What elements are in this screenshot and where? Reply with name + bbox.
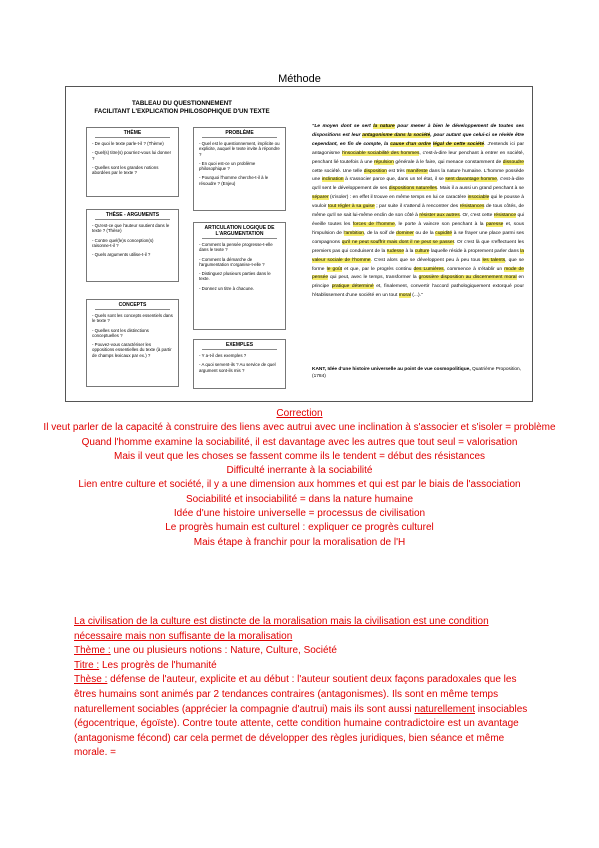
kant-source [312, 367, 524, 380]
kant-quote [312, 123, 524, 301]
quote-text: . Or, c'est cette [459, 213, 494, 219]
quote-text: , que se forme [312, 257, 524, 272]
these-underlined-word: naturellement [414, 703, 475, 715]
quote-text: , le porte à vaincre son penchant à la [394, 221, 486, 227]
correction-line: Quand l'homme examine la sociabilité, il est davantage avec les autres que tout seul = valorisation [81, 436, 518, 448]
highlighted-phrase: sent davantage homme [445, 177, 497, 183]
box-concepts-item: - Quelles sont les distinctions conceptuelles ? [92, 327, 149, 338]
kant-source-title: KANT, Idée d'une histoire universelle au point de vue cosmopolitique, [312, 367, 471, 372]
box-articulation-item: - Comment la démarche de l'argumentation s'organise-t-elle ? [199, 256, 265, 267]
highlighted-phrase: la valeur sociale de l'homme [312, 248, 525, 263]
highlighted-phrase: la nature [373, 124, 395, 129]
quote-text: à s'associer parce que, dans un tel état, il se [343, 177, 446, 183]
highlighted-phrase: le goût [326, 266, 343, 272]
theme-label: Thème : [74, 645, 111, 657]
titre-label: Titre : [74, 659, 100, 671]
analysis-titre [74, 659, 529, 674]
highlighted-phrase: culture [414, 248, 430, 254]
correction-line: Le progrès humain est culturel : expliquer ce progrès culturel [165, 522, 434, 534]
highlighted-phrase: disposition [363, 168, 387, 174]
box-articulation-item: - Comment la pensée progresse-t-elle dans le texte ? [199, 242, 273, 253]
highlighted-phrase: des Lumières [413, 266, 444, 272]
highlighted-phrase: cause d'un ordre [390, 141, 431, 147]
correction-line: Sociabilité et insociabilité = dans la nature humaine [185, 493, 414, 505]
correction-section [40, 407, 559, 550]
box-these-item: - Contre quel(le)s conception(s) raisonne-t-il ? [92, 237, 154, 248]
these-text-1: défense de l'auteur, explicite et au début : l'auteur soutient deux façons paradoxales que les êtres humains sont animés par 2 tendances contraires (antagonismes). Ils sont en même temps naturellement sociables (apprécier la compagnie d'autrui) mais ils sont aussi [74, 674, 517, 715]
box-probleme-item: - En quoi est-ce un problème philosophique ? [199, 160, 256, 172]
highlighted-phrase: tout régler à sa guise [328, 204, 375, 210]
quote-text: . Mais il a aussi un grand penchant à se [437, 186, 525, 192]
box-concepts-item: - Pouvez-vous caractériser les oppositions essentielles du texte (à partir de champs lexicaux par ex.) ? [92, 342, 172, 358]
quote-text: , de la soif de [364, 230, 397, 236]
highlighted-phrase: mode de pensée [312, 266, 524, 281]
highlighted-phrase: moral [398, 293, 411, 299]
box-articulation-item: - Distinguez plusieurs parties dans le texte. [199, 271, 271, 282]
correction-heading: Correction [276, 408, 323, 419]
highlighted-phrase: qu'il ne peut souffrir mais dont il ne peut se passer [341, 239, 454, 245]
box-exemples-item: - A quoi servent-ils ? Au service de quel argument sont-ils mis ? [199, 362, 276, 373]
box-concepts-heading: CONCEPTS [95, 302, 170, 310]
box-theme-heading: THÈME [95, 130, 170, 138]
quote-text: . Or c'est là que s'effectuent les premiers pas qui conduisent de la [312, 239, 524, 254]
quote-text: ou de la [413, 230, 436, 236]
quote-text: , commence à s'établir un [443, 266, 505, 272]
highlighted-phrase: manifeste [406, 168, 428, 174]
page-title: Méthode [278, 73, 321, 85]
analysis-theme [74, 644, 529, 659]
box-these-heading: THÈSE - ARGUMENTS [95, 212, 170, 220]
box-probleme-item: - Pourquoi l'homme cherche-t-il à le résoudre ? (Enjeu) [199, 175, 269, 186]
quote-text: . J'entends ici par antagonisme [312, 141, 525, 156]
box-these-item: - Qu'est-ce que l'auteur soutient dans le texte ? (Thèse) [92, 223, 170, 234]
quote-text: (...)." [410, 293, 423, 299]
quote-text: ; par suite il s'attend à rencontrer des [374, 204, 460, 210]
quote-text: laquelle réside à proprement parler dans [429, 248, 521, 254]
highlighted-phrase: légal de cette société [432, 141, 485, 147]
analysis-section [74, 615, 529, 761]
theme-value: une ou plusieurs notions : Nature, Culture, Société [110, 645, 337, 657]
box-concepts-item: - Quels sont les concepts essentiels dans le texte ? [92, 313, 173, 324]
highlighted-phrase: paresse [485, 221, 504, 227]
correction-line: Mais il veut que les choses se fassent comme ils le tendent = début des résistances [113, 450, 486, 462]
highlighted-phrase: dissoudre [502, 159, 524, 165]
correction-line: Lien entre culture et société, il y a une dimension aux hommes et qui est par le biais de l'association [78, 479, 521, 491]
highlighted-phrase: insociable [467, 195, 490, 201]
correction-line: Mais étape à franchir pour la moralisation de l'H [193, 536, 406, 548]
box-exemples-item: - Y a-t-il des exemples ? [199, 353, 247, 358]
highlighted-phrase: antagonisme dans la société [362, 132, 431, 138]
analysis-intro: La civilisation de la culture est distincte de la moralisation mais la civilisation est une condition nécessaire mais non suffisante de la moralisation [74, 616, 489, 642]
quote-text: , c'est-à-dire qu'il sent le développement de ses [312, 177, 524, 192]
quote-text: à la [404, 248, 415, 254]
box-theme [86, 127, 179, 197]
highlighted-phrase: l'ambition [343, 230, 365, 236]
kant-source-detail: Quatrième Proposition, (1784) [312, 367, 522, 379]
quote-text: qui peut, avec le temps, transformer la [328, 275, 419, 281]
box-concepts [86, 299, 179, 387]
quote-text: générale à le faire, qui menace constamment de [393, 159, 503, 165]
quote-text: , pour autant que celui-ci se révèle être cependant, en fin de compte, la [312, 132, 524, 147]
highlighted-phrase: répulsion [374, 159, 394, 165]
quote-text: qui éveille toutes les [312, 213, 524, 227]
box-probleme-heading: PROBLÈME [202, 130, 277, 138]
quote-text: pour mener à bien le développement de toutes ses dispositions est leur [312, 124, 524, 138]
quote-text: dans la nature humaine. L'homme possède une [312, 168, 524, 183]
highlighted-phrase: rudesse [386, 248, 405, 254]
box-probleme [193, 127, 286, 211]
analysis-these [74, 673, 529, 761]
correction-line: Idée d'une histoire universelle = processus de civilisation [173, 508, 426, 520]
box-these-item: - Quels arguments utilise-t-il ? [92, 252, 151, 258]
quote-text: et, finalement, convertir l'accord pathologiquement extorqué pour l'établissement d'une société en un tout [312, 284, 524, 299]
highlighted-phrase: inclination [321, 177, 344, 183]
highlighted-phrase: séparer [312, 195, 329, 201]
box-probleme-item: - Quel est le questionnement, implicite ou explicite, auquel le texte invite à répondre ? [199, 141, 280, 157]
quote-text: (s'isoler) : en effet il trouve en même temps en lui ce caractère [328, 195, 468, 201]
box-theme-item: - Quelles sont les grandes notions abordées par le texte ? [92, 164, 159, 176]
highlighted-phrase: les talents [482, 257, 506, 263]
method-figure [65, 86, 533, 402]
quote-text: cette société. Une telle [312, 168, 364, 174]
highlighted-phrase: l'insociable sociabilité des hommes [341, 150, 420, 156]
quote-text: "Le moyen dont se sert [312, 124, 374, 129]
box-exemples [193, 339, 286, 389]
these-label: Thèse : [74, 674, 108, 686]
box-articulation-item: - Donnez un titre à chacune. [199, 285, 255, 291]
box-theme-item: - De quoi le texte parle-t-il ? (Thème) [92, 141, 164, 146]
quote-text: , c'est-à-dire leur penchant à entrer en société, penchant lié toutefois à une [312, 150, 524, 165]
quote-text: à se frayer une place parmi ses compagnons [312, 230, 525, 245]
highlighted-phrase: résistances [459, 204, 485, 210]
highlighted-phrase: résistance [493, 213, 517, 219]
quote-text: et que, par le progrès continu [342, 266, 414, 272]
box-articulation [193, 222, 286, 330]
highlighted-phrase: dominer [396, 230, 414, 236]
correction-line: Difficulté inerrante à la sociabilité [226, 465, 373, 477]
box-exemples-heading: EXEMPLES [202, 342, 277, 350]
these-text-2: insociables (égocentrique, égoïste). Contre toute attente, cette condition humaine contradictoire est un avantage (antagonisme fécond) car cela permet de développer des règles juridiques, bien séance et même morale. = [74, 703, 528, 759]
quote-text: et, sous l'impulsion de [312, 221, 525, 236]
quote-text: de tous côtés, de même qu'il se sait lui-même enclin de son côté à [312, 204, 524, 219]
highlighted-phrase: cupidité [435, 230, 453, 236]
quote-text: est très [386, 168, 407, 174]
titre-value: Les progrès de l'humanité [99, 659, 217, 671]
quote-text: en principe [312, 275, 524, 290]
figure-title [66, 100, 298, 115]
figure-title-line2: FACILITANT L'EXPLICATION PHILOSOPHIQUE D'UN TEXTE [94, 107, 270, 115]
box-these-arguments [86, 209, 179, 282]
highlighted-phrase: dispositions naturelles [388, 186, 438, 192]
quote-text: . C'est alors que se développent peu à peu tous [370, 257, 483, 263]
quote-text: qui le pousse à vouloir [312, 195, 524, 210]
highlighted-phrase: résister aux autres [419, 213, 460, 219]
box-theme-item: - Quel(s) titre(s) pourriez-vous lui donner ? [92, 150, 172, 161]
highlighted-phrase: grossière disposition au discernement moral [418, 275, 517, 281]
highlighted-phrase: pratique déterminé [331, 284, 374, 290]
correction-line: Il veut parler de la capacité à construire des liens avec autrui avec une inclination à s'associer et s'isoler = problème [43, 422, 556, 434]
box-articulation-heading: ARTICULATION LOGIQUE DE L'ARGUMENTATION [202, 225, 277, 239]
highlighted-phrase: forces de l'homme [352, 221, 395, 227]
figure-title-line1: TABLEAU DU QUESTIONNEMENT [132, 100, 232, 107]
